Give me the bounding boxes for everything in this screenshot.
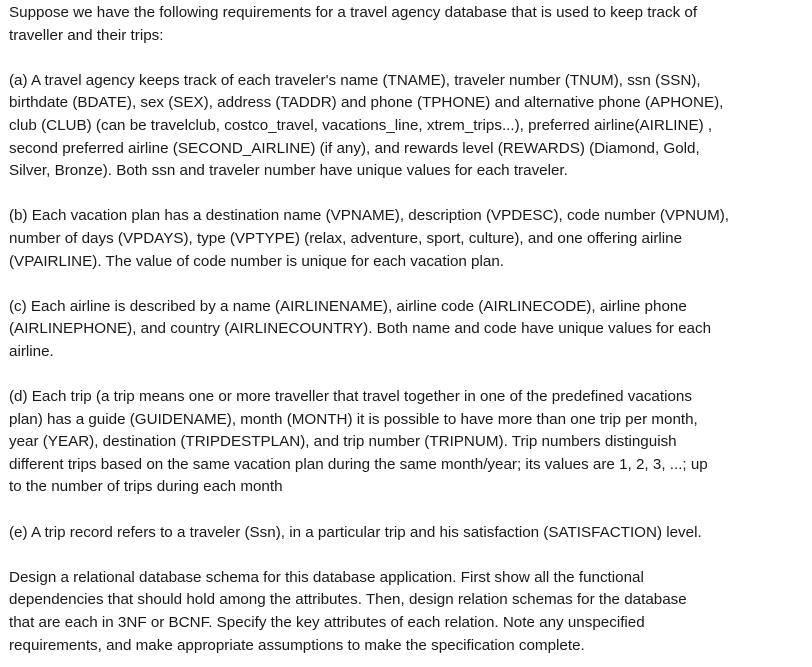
requirement-d-paragraph: (d) Each trip (a trip means one or more traveller that travel together in one of the predefined vacations plan) has a guide (GUIDENAME), month (MONTH) it is possible to have more than one trip per month, year (YEAR), destination (TRIPDESTPLAN), and trip number (TRIPNUM). Trip numbers distinguish different trips based on the same vacation plan during the same month/year; its values are 1, 2, 3, ...; up to the number of trips during each month <box>9 388 708 496</box>
requirement-c-paragraph: (c) Each airline is described by a name (AIRLINENAME), airline code (AIRLINECODE), airline phone (AIRLINEPHONE), and country (AIRLINECOUNTRY). Both name and code have unique values for each airline. <box>9 297 712 360</box>
task-paragraph: Design a relational database schema for this database application. First show all the functional dependencies that should hold among the attributes. Then, design relation schemas for the database that are each in 3NF or BCNF. Specify the key attributes of each relation. Note any unspecified requirements, and make appropriate assumptions to make the specification complete. <box>9 568 687 654</box>
requirement-a-paragraph: (a) A travel agency keeps track of each traveler's name (TNAME), traveler number (TNUM), ssn (SSN), birthdate (BDATE), sex (SEX), address (TADDR) and phone (TPHONE) and alternative phone (APHONE), club (CLUB) (can be travelclub, costco_travel, vacations_line, xtrem_trips...), preferred airline(AIRLINE) , second preferred airline (SECOND_AIRLINE) (if any), and rewards level (REWARDS) (Diamond, Gold, Silver, Bronze). Both ssn and traveler number have unique values for each traveler. <box>9 71 724 180</box>
requirement-e-paragraph: (e) A trip record refers to a traveler (Ssn), in a particular trip and his satisfaction (SATISFACTION) level. <box>9 523 702 541</box>
requirement-b-paragraph: (b) Each vacation plan has a destination name (VPNAME), description (VPDESC), code number (VPNUM), number of days (VPDAYS), type (VPTYPE) (relax, adventure, sport, culture), and one offering airline (VPAIRLINE). The value of code number is unique for each vacation plan. <box>9 207 730 270</box>
intro-paragraph: Suppose we have the following requirements for a travel agency database that is used to keep track of traveller and their trips: <box>9 4 698 44</box>
